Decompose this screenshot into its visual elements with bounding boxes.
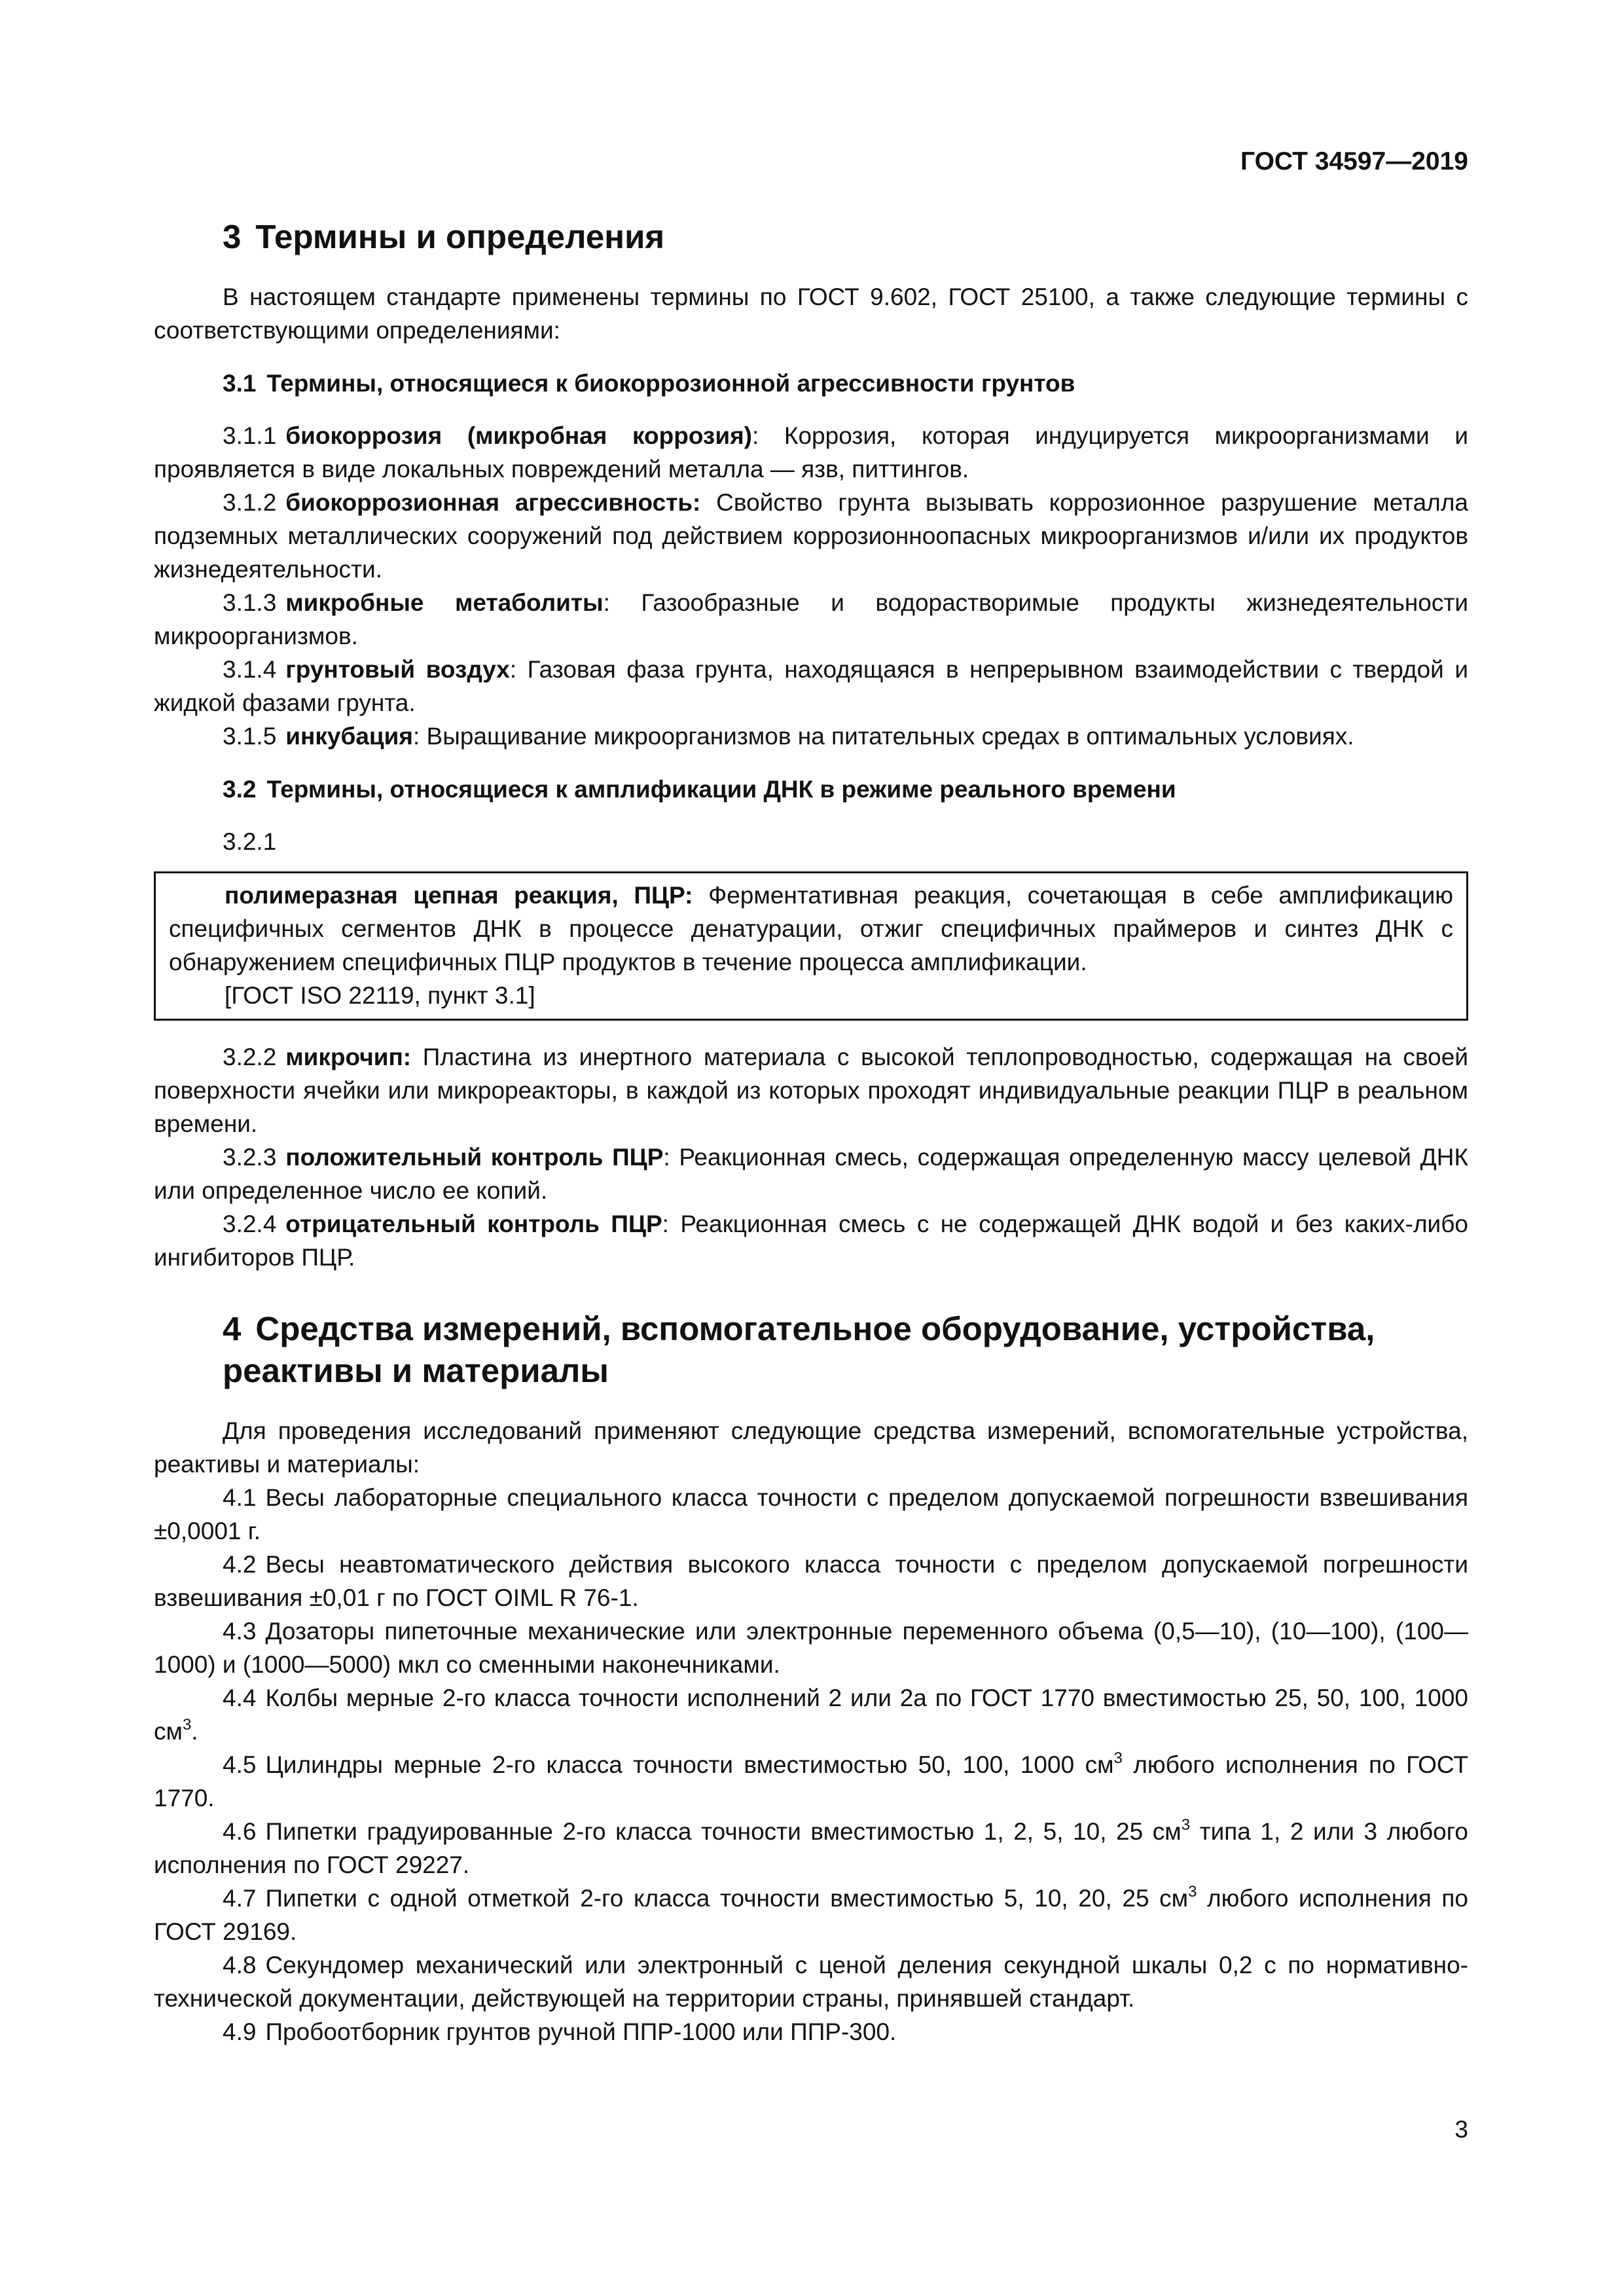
term-definition: Пластина из инертного материала с высокой теплопроводностью, содержащая на своей поверхности ячейки или микрореакторы, в каждой из которых проходят индивидуальные реакции ПЦР в реальном времени. xyxy=(154,1044,1468,1137)
item-text-tail: любого исполнения по ГОСТ 29169. xyxy=(154,1885,1468,1945)
section-3-heading xyxy=(154,216,1468,258)
term-name: отрицательный контроль ПЦР xyxy=(285,1211,662,1237)
section-3-intro: В настоящем стандарте применены термины по ГОСТ 9.602, ГОСТ 25100, а также следующие термины с соответствующими определениями: xyxy=(154,283,1468,344)
term-name: биокоррозия (микробная коррозия) xyxy=(285,422,752,449)
superscript: 3 xyxy=(1181,1816,1191,1834)
item-4-9 xyxy=(154,2015,1468,2049)
term-definition: : Газообразные и водорастворимые продукты жизнедеятельности микроорганизмов. xyxy=(154,589,1469,649)
subsection-number: 3.2 xyxy=(223,776,257,803)
term-definition: Ферментативная реакция, сочетающая в себе амплификацию специфичных сегментов ДНК в процессе денатурации, отжиг специфичных праймеров и синтез ДНК с обнаружением специфичных ПЦР продуктов в течение процесса амплификации. xyxy=(169,882,1453,975)
section-4-heading xyxy=(154,1308,1468,1392)
borrowed-term-box xyxy=(154,871,1468,1021)
item-text: Секундомер механический или электронный с ценой деления секундной шкалы 0,2 с по нормативно-технической документации, действующей на территории страны, принявшей стандарт. xyxy=(154,1952,1468,2012)
term-3-1-4 xyxy=(154,653,1468,720)
term-3-1-1 xyxy=(154,419,1468,486)
item-text: Пипетки с одной отметкой 2-го класса точности вместимостью 5, 10, 20, 25 см xyxy=(265,1885,1189,1912)
item-4-5 xyxy=(154,1748,1468,1815)
item-text: Пробоотборник грунтов ручной ППР-1000 или ППР-300. xyxy=(265,2018,897,2045)
term-name: положительный контроль ПЦР xyxy=(285,1144,664,1171)
subsection-number: 3.1 xyxy=(223,370,257,397)
item-text: Весы неавтоматического действия высокого класса точности с пределом допускаемой погрешности взвешивания ±0,01 г по ГОСТ OIML R 76-1. xyxy=(154,1551,1468,1611)
term-3-1-2 xyxy=(154,486,1468,586)
superscript: 3 xyxy=(1188,1883,1197,1901)
term-definition: : Реакционная смесь, содержащая определенную массу целевой ДНК или определенное число ее копий. xyxy=(154,1144,1468,1204)
superscript: 3 xyxy=(182,1716,192,1734)
term-number: 3.1.2 xyxy=(223,489,277,516)
item-number: 4.6 xyxy=(223,1818,257,1845)
section-number: 3 xyxy=(223,218,242,255)
section-title-line-1: Средства измерений, вспомогательное оборудование, устройства, xyxy=(255,1310,1375,1347)
item-text-tail: типа 1, 2 или 3 любого исполнения по ГОСТ 29227. xyxy=(154,1818,1468,1878)
item-text: Пипетки градуированные 2-го класса точности вместимостью 1, 2, 5, 10, 25 см xyxy=(265,1818,1182,1845)
term-3-1-5 xyxy=(154,720,1468,753)
term-number: 3.2.4 xyxy=(223,1211,277,1237)
term-3-2-1 xyxy=(169,879,1453,979)
term-source-reference: [ГОСТ ISO 22119, пункт 3.1] xyxy=(225,982,535,1009)
item-text-tail: любого исполнения по ГОСТ 1770. xyxy=(154,1751,1469,1812)
item-4-8 xyxy=(154,1948,1468,2015)
term-name: микрочип: xyxy=(285,1044,412,1070)
item-number: 4.7 xyxy=(223,1885,257,1912)
term-name: биокоррозионная агрессивность: xyxy=(285,489,701,516)
term-number: 3.1.5 xyxy=(223,723,277,750)
term-definition: : Реакционная смесь с не содержащей ДНК водой и без каких-либо ингибиторов ПЦР. xyxy=(154,1211,1468,1271)
term-number: 3.2.3 xyxy=(223,1144,277,1171)
item-number: 4.8 xyxy=(223,1952,257,1978)
term-definition: : Выращивание микроорганизмов на питательных средах в оптимальных условиях. xyxy=(413,723,1354,750)
item-4-1 xyxy=(154,1481,1468,1548)
subsection-title: Термины, относящиеся к амплификации ДНК в режиме реального времени xyxy=(266,776,1176,803)
item-text: Цилиндры мерные 2-го класса точности вместимостью 50, 100, 1000 см xyxy=(265,1751,1114,1778)
term-name: инкубация xyxy=(285,723,413,750)
term-definition: Свойство грунта вызывать коррозионное разрушение металла подземных металлических сооружений под действием коррозионноопасных микроорганизмов и/или их продуктов жизнедеятельности. xyxy=(154,489,1468,583)
item-text: Дозаторы пипеточные механические или электронные переменного объема (0,5—10), (10—100), (100—1000) и (1000—5000) мкл со сменными наконечниками. xyxy=(154,1618,1468,1678)
term-3-2-3 xyxy=(154,1140,1468,1207)
term-3-2-2 xyxy=(154,1040,1468,1140)
item-4-4 xyxy=(154,1681,1468,1748)
subsection-title: Термины, относящиеся к биокоррозионной агрессивности грунтов xyxy=(266,370,1075,397)
item-4-2 xyxy=(154,1548,1468,1614)
page-number: 3 xyxy=(1454,2116,1468,2143)
section-4-intro: Для проведения исследований применяют следующие средства измерений, вспомогательные устройства, реактивы и материалы: xyxy=(154,1417,1468,1478)
item-4-6 xyxy=(154,1815,1468,1882)
item-number: 4.1 xyxy=(223,1484,257,1511)
page-content xyxy=(154,216,1468,2049)
subsection-3-1-heading xyxy=(154,367,1468,400)
item-number: 4.5 xyxy=(223,1751,257,1778)
term-3-2-1-number: 3.2.1 xyxy=(223,828,277,855)
item-4-3 xyxy=(154,1614,1468,1681)
term-definition: : Газовая фаза грунта, находящаяся в непрерывном взаимодействии с твердой и жидкой фазами грунта. xyxy=(154,656,1468,716)
section-number: 4 xyxy=(223,1310,242,1347)
term-name: полимеразная цепная реакция, ПЦР: xyxy=(225,882,693,909)
item-number: 4.9 xyxy=(223,2018,257,2045)
item-text-tail: . xyxy=(191,1718,198,1745)
term-number: 3.2.2 xyxy=(223,1044,277,1070)
item-number: 4.3 xyxy=(223,1618,257,1645)
term-3-2-4 xyxy=(154,1207,1468,1274)
term-number: 3.1.3 xyxy=(223,589,277,616)
term-definition: : Коррозия, которая индуцируется микроорганизмами и проявляется в виде локальных повреждений металла — язв, питтингов. xyxy=(154,422,1468,483)
term-number: 3.1.4 xyxy=(223,656,277,683)
superscript: 3 xyxy=(1113,1749,1123,1767)
term-name: грунтовый воздух xyxy=(285,656,510,683)
item-text: Весы лабораторные специального класса точности с пределом допускаемой погрешности взвешивания ±0,0001 г. xyxy=(154,1484,1468,1544)
item-number: 4.4 xyxy=(223,1685,257,1711)
item-text: Колбы мерные 2-го класса точности исполнений 2 или 2а по ГОСТ 1770 вместимостью 25, 50, 100, 1000 см xyxy=(154,1685,1468,1745)
document-code: ГОСТ 34597—2019 xyxy=(1240,147,1468,175)
term-name: микробные метаболиты xyxy=(285,589,604,616)
item-4-7 xyxy=(154,1882,1468,1948)
subsection-3-2-heading xyxy=(154,773,1468,806)
item-number: 4.2 xyxy=(223,1551,257,1578)
term-number: 3.1.1 xyxy=(223,422,277,449)
term-3-1-3 xyxy=(154,586,1468,653)
section-title: Термины и определения xyxy=(255,218,665,255)
section-title-line-2: реактивы и материалы xyxy=(223,1352,609,1389)
